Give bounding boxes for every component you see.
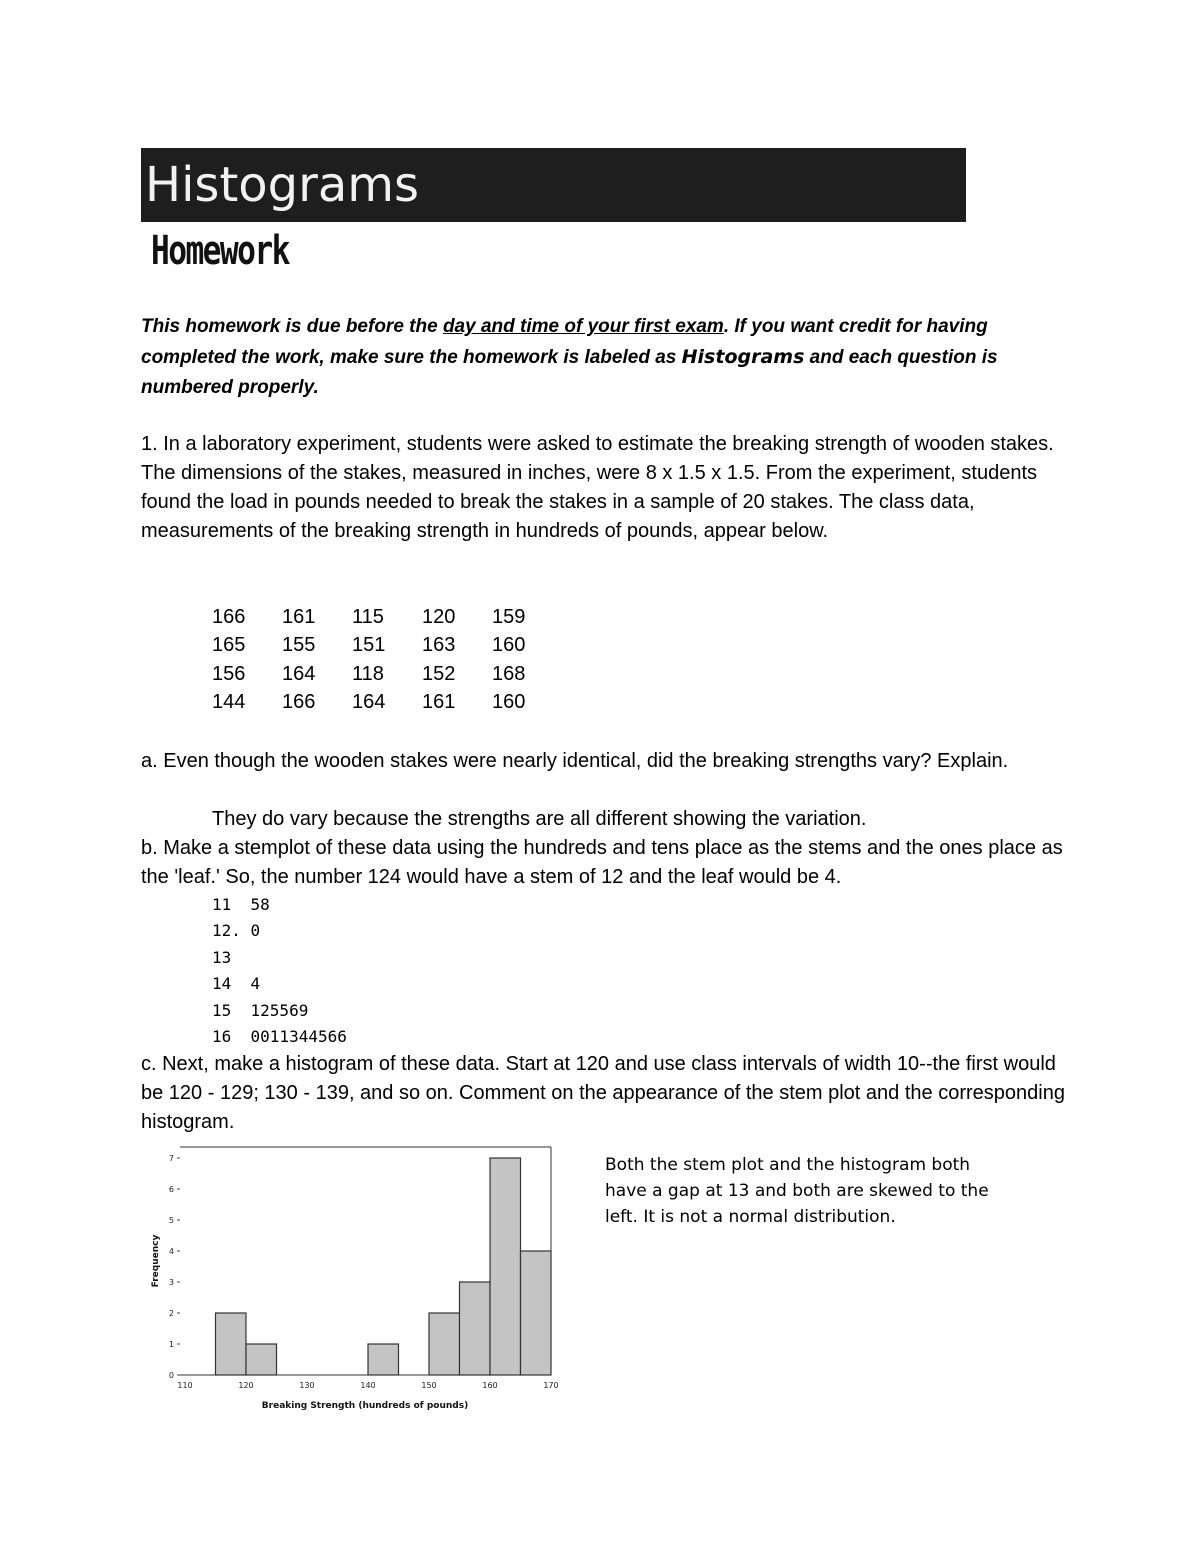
histogram-bar: [521, 1251, 552, 1375]
intro-underlined: day and time of your first exam: [442, 316, 724, 337]
y-tick-label: 7: [168, 1154, 174, 1163]
data-cell: 120: [422, 605, 456, 628]
x-axis-label: Breaking Strength (hundreds of pounds): [261, 1401, 469, 1411]
stem-value: 14: [212, 974, 232, 994]
data-cell: 151: [352, 634, 386, 657]
x-tick-label: 140: [360, 1381, 376, 1390]
histogram-bar: [490, 1158, 521, 1375]
question-1-text: 1. In a laboratory experiment, students were asked to estimate the breaking strength of wooden stakes. The dimensions of the stakes, measured in inches, were 8 x 1.5 x 1.5. From the experiment, students found the load in pounds needed to break the stakes in a sample of 20 stakes. The class data, measurements of the breaking strength in hundreds of pounds, appear below.: [141, 433, 1054, 542]
data-table: [212, 603, 562, 717]
x-tick-label: 110: [177, 1381, 193, 1390]
stemplot-row: [212, 998, 347, 1024]
data-row: [212, 660, 562, 689]
leaf-values: 4: [250, 974, 261, 994]
data-cell: 166: [212, 605, 246, 628]
leaf-values: 58: [250, 895, 270, 914]
y-axis-label: Frequency: [151, 1234, 161, 1288]
leaf-values: 125569: [250, 1000, 309, 1020]
data-cell: 165: [212, 634, 246, 657]
y-tick-label: 3: [168, 1278, 174, 1287]
leaf-values: 0: [250, 921, 261, 941]
question-b-text: b. Make a stemplot of these data using the hundreds and tens place as the stems and the ones place as the 'leaf.' So, the number 124 would have a stem of 12 and the leaf would be 4.: [141, 837, 1063, 888]
histogram-comment: Both the stem plot and the histogram both have a gap at 13 and both are skewed to the left. It is not a normal distribution.: [605, 1155, 989, 1227]
data-row: [212, 689, 562, 718]
data-cell: 156: [212, 662, 246, 685]
data-cell: 160: [492, 691, 526, 714]
data-row: [212, 632, 562, 661]
stem-value: 15: [212, 1000, 232, 1020]
histogram-svg: [140, 1143, 560, 1413]
data-cell: 164: [282, 662, 316, 685]
data-cell: 161: [282, 605, 316, 628]
x-tick-label: 150: [421, 1381, 437, 1390]
data-cell: 163: [422, 634, 456, 657]
histogram-bar: [429, 1313, 460, 1375]
x-tick-label: 120: [238, 1381, 254, 1390]
data-cell: 168: [492, 662, 526, 685]
data-cell: 161: [422, 691, 456, 714]
y-tick-label: 2: [168, 1309, 174, 1318]
data-cell: 152: [422, 662, 456, 685]
y-tick-label: 4: [168, 1247, 174, 1256]
data-cell: 160: [492, 634, 526, 657]
intro-text-2: . If you want credit for having completed the work, make sure the homework is labeled as: [141, 316, 988, 368]
x-tick-label: 170: [543, 1381, 559, 1390]
stemplot-row: [212, 971, 347, 997]
histogram-bar: [368, 1344, 399, 1375]
stemplot-row: [212, 945, 347, 971]
data-cell: 155: [282, 634, 316, 657]
stem-value: 11: [212, 895, 232, 914]
stem-value: 16: [212, 1027, 232, 1047]
x-tick-label: 160: [482, 1381, 498, 1390]
data-cell: 164: [352, 691, 386, 714]
stemplot-row: [212, 1024, 347, 1050]
stemplot: [212, 892, 347, 1050]
intro-label: Histograms: [681, 346, 805, 368]
y-tick-label: 0: [168, 1371, 174, 1380]
y-tick-label: 1: [168, 1340, 174, 1349]
page-subtitle: Homework: [151, 228, 289, 274]
stemplot-row: [212, 918, 347, 944]
data-cell: 166: [282, 691, 316, 714]
data-cell: 144: [212, 691, 246, 714]
histogram-bar: [460, 1282, 491, 1375]
histogram-bar: [216, 1313, 247, 1375]
y-tick-label: 6: [168, 1185, 174, 1194]
x-tick-label: 130: [299, 1381, 315, 1390]
y-tick-label: 5: [168, 1216, 174, 1225]
intro-text-3: and each question is numbered properly.: [141, 347, 998, 398]
data-cell: 115: [352, 605, 384, 628]
histogram-bar: [246, 1344, 277, 1375]
stem-value: 13: [212, 947, 232, 967]
stemplot-row: [212, 892, 347, 918]
data-row: [212, 603, 562, 632]
leaf-values: 0011344566: [250, 1027, 347, 1047]
intro-text-1: This homework is due before the: [141, 316, 443, 337]
data-cell: 159: [492, 605, 526, 628]
stem-value: 12.: [212, 921, 241, 941]
question-c-text: c. Next, make a histogram of these data. Start at 120 and use class intervals of width 10--the first would be 120 - 129; 130 - 139, and so on. Comment on the appearance of the stem plot and the corresponding histogram.: [141, 1053, 1065, 1133]
intro-paragraph: [141, 312, 1061, 403]
data-cell: 118: [352, 662, 384, 685]
page-title: Histograms: [141, 148, 966, 222]
question-a-text: a. Even though the wooden stakes were nearly identical, did the breaking strengths vary? Explain.: [141, 750, 1009, 772]
histogram-chart: [140, 1143, 560, 1413]
answer-a-text: They do vary because the strengths are all different showing the variation.: [212, 808, 867, 830]
